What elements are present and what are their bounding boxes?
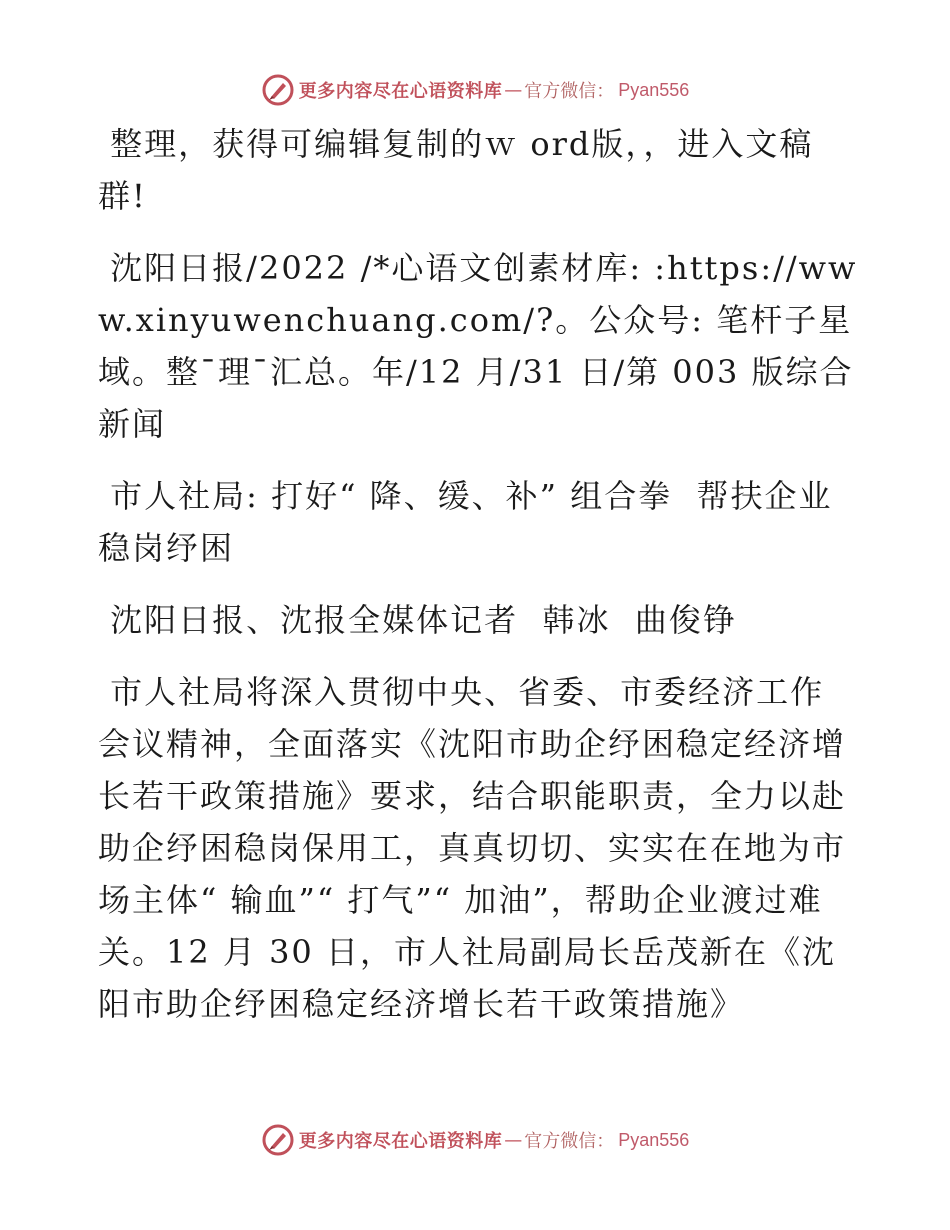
banner-official-label: 官方微信： <box>524 81 615 102</box>
article-byline: 沈阳日报、沈报全媒体记者 韩冰 曲俊铮 <box>98 601 737 639</box>
article-body-paragraph: 市人社局将深入贯彻中央、省委、市委经济工作会议精神，全面落实《沈阳市助企纾困稳定经济增长若干政策措施》要求，结合职能职责，全力以赴助企纾困稳岗保用工，真真切切、实实在在地为市场主体“ 输血”“ 打气”“ 加油”，帮助企业渡过难关。12 月 30 日，市人社局副局长岳茂新在《沈阳市助企纾困稳定经济增长若干政策措施》 <box>98 673 847 1023</box>
banner-separator: — <box>504 1129 523 1151</box>
banner-separator: — <box>504 79 523 101</box>
article-headline: 市人社局: 打好“ 降、缓、补” 组合拳 帮扶企业稳岗纾困 <box>98 477 833 567</box>
paragraph-intro: 整理，获得可编辑复制的ｗ ord版，，进入文稿群! <box>98 125 814 215</box>
document-body <box>98 118 858 1050</box>
banner-brand-text: 更多内容尽在心语资料库 <box>298 1131 503 1152</box>
banner-brand-text: 更多内容尽在心语资料库 <box>298 81 503 102</box>
feather-pen-logo-icon <box>261 1123 295 1157</box>
header-watermark-banner <box>0 70 950 110</box>
banner-official-label: 官方微信： <box>524 1131 615 1152</box>
banner-wechat-id: Pyan556 <box>618 79 690 100</box>
footer-watermark-banner <box>0 1120 950 1160</box>
paragraph-source: 沈阳日报/2022 /*心语文创素材库: :https://www.xinyuwenchuang.com/?。公众号: 笔杆子星域。整¯理¯汇总。年/12 月/31 日/第 003 版综合新闻 <box>98 249 858 443</box>
banner-wechat-id: Pyan556 <box>618 1129 690 1150</box>
feather-pen-logo-icon <box>261 73 295 107</box>
